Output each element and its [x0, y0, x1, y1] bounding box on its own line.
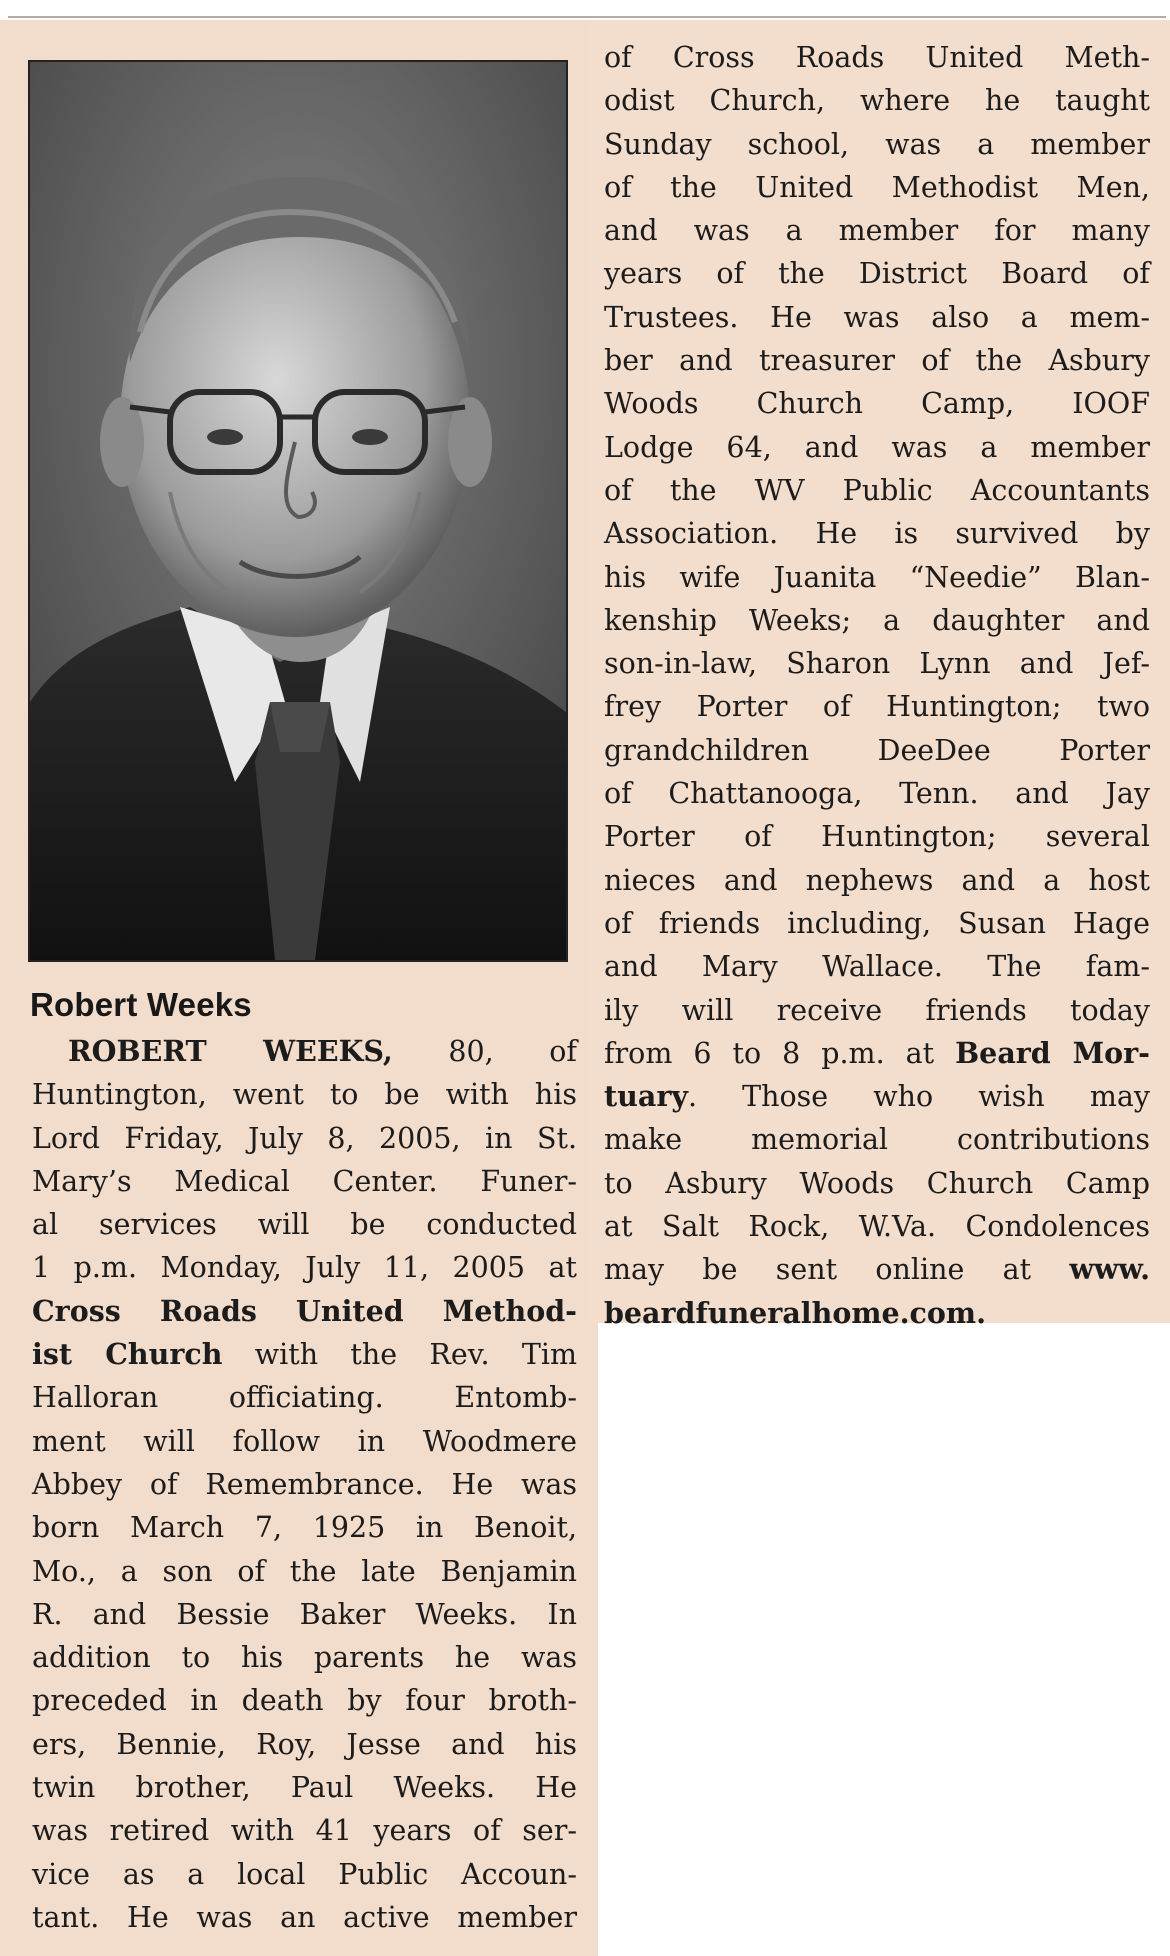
text-line: [604, 296, 1150, 339]
text-segment: preceded in death by four broth-: [32, 1684, 577, 1718]
text-line: [604, 859, 1150, 902]
text-segment: and Mary Wallace. The fam-: [604, 950, 1150, 984]
text-segment: Sunday school, was a member: [604, 127, 1150, 161]
text-segment: of the WV Public Accountants: [604, 473, 1150, 507]
text-segment: . Those who wish may: [687, 1080, 1150, 1114]
text-line: [604, 729, 1150, 772]
text-segment: Mo., a son of the late Benjamin: [32, 1554, 577, 1588]
text-line: [604, 1292, 1150, 1335]
bold-text-segment: Cross Roads United Method-: [32, 1293, 577, 1328]
bold-text-segment: Beard Mor-: [955, 1035, 1150, 1070]
text-segment: years of the District Board of: [604, 257, 1150, 291]
text-segment: of Cross Roads United Meth-: [604, 41, 1150, 74]
text-line: [604, 469, 1150, 512]
text-line: [604, 166, 1150, 209]
text-segment: of the United Methodist Men,: [604, 170, 1150, 204]
bold-text-segment: ist Church: [32, 1337, 223, 1372]
text-line: [32, 1766, 577, 1809]
text-line: [604, 1118, 1150, 1161]
text-segment: of Chattanooga, Tenn. and Jay: [604, 777, 1150, 811]
text-segment: al services will be conducted: [32, 1208, 577, 1242]
text-line: [32, 1160, 577, 1203]
text-segment: addition to his parents he was: [32, 1641, 577, 1675]
text-segment: Association. He is survived by: [604, 517, 1150, 551]
text-line: [604, 512, 1150, 555]
text-line: [604, 426, 1150, 469]
text-line: [32, 1679, 577, 1722]
text-line: [32, 1290, 577, 1333]
text-line: [604, 1248, 1150, 1291]
text-segment: nieces and nephews and a host: [604, 863, 1150, 897]
text-segment: Huntington, went to be with his: [32, 1078, 577, 1112]
text-line: [604, 642, 1150, 685]
text-segment: Halloran officiating. Entomb-: [32, 1381, 577, 1415]
text-segment: R. and Bessie Baker Weeks. In: [32, 1597, 577, 1631]
text-line: [604, 209, 1150, 252]
text-segment: born March 7, 1925 in Benoit,: [32, 1511, 577, 1545]
text-line: [32, 1723, 577, 1766]
text-segment: make memorial contributions: [604, 1123, 1150, 1157]
text-line: [32, 1376, 577, 1419]
text-segment: with the Rev. Tim: [222, 1338, 577, 1372]
text-segment: odist Church, where he taught: [604, 84, 1150, 118]
text-segment: ment will follow in Woodmere: [32, 1424, 577, 1458]
text-segment: tant. He was an active member: [32, 1900, 577, 1934]
text-segment: 1 p.m. Monday, July 11, 2005 at: [32, 1251, 577, 1285]
text-segment: Lodge 64, and was a member: [604, 430, 1150, 464]
text-segment: of friends including, Susan Hage: [604, 906, 1150, 940]
text-line: [32, 1896, 577, 1939]
text-line: [32, 1246, 577, 1289]
text-segment: to Asbury Woods Church Camp: [604, 1166, 1150, 1200]
text-segment: vice as a local Public Accoun-: [32, 1857, 577, 1891]
text-line: [604, 989, 1150, 1032]
text-segment: his wife Juanita “Needie” Blan-: [604, 560, 1150, 594]
portrait-photo: [28, 60, 568, 962]
text-line: [32, 1463, 577, 1506]
text-line: [604, 79, 1150, 122]
text-segment: ily will receive friends today: [604, 993, 1150, 1027]
text-segment: grandchildren DeeDee Porter: [604, 733, 1150, 767]
text-line: [32, 1117, 577, 1160]
text-line: [32, 1853, 577, 1896]
text-line: [604, 36, 1150, 79]
text-line: [604, 382, 1150, 425]
text-line: [32, 1030, 577, 1073]
text-segment: frey Porter of Huntington; two: [604, 690, 1150, 724]
text-segment: Porter of Huntington; several: [604, 820, 1150, 854]
bold-text-segment: www.: [1069, 1252, 1150, 1287]
text-line: [604, 1032, 1150, 1075]
text-segment: 80, of: [392, 1035, 577, 1068]
bold-text-segment: beardfuneralhome.com.: [604, 1295, 986, 1330]
text-segment: Woods Church Camp, IOOF: [604, 387, 1150, 421]
text-line: [604, 1162, 1150, 1205]
text-line: [604, 599, 1150, 642]
bold-text-segment: tuary: [604, 1079, 688, 1114]
text-line: [32, 1333, 577, 1376]
text-line: [604, 772, 1150, 815]
text-line: [32, 1550, 577, 1593]
text-segment: son-in-law, Sharon Lynn and Jef-: [604, 647, 1150, 681]
text-line: [604, 339, 1150, 382]
text-line: [32, 1506, 577, 1549]
text-line: [604, 123, 1150, 166]
text-line: [604, 1205, 1150, 1248]
text-line: [32, 1420, 577, 1463]
text-segment: may be sent online at: [604, 1253, 1070, 1287]
text-line: [604, 902, 1150, 945]
text-line: [32, 1636, 577, 1679]
text-segment: at Salt Rock, W.Va. Condolences: [604, 1210, 1150, 1244]
text-segment: was retired with 41 years of ser-: [32, 1814, 577, 1848]
text-segment: Mary’s Medical Center. Funer-: [32, 1164, 577, 1198]
text-segment: kenship Weeks; a daughter and: [604, 603, 1150, 637]
text-segment: twin brother, Paul Weeks. He: [32, 1771, 577, 1805]
bold-text-segment: ROBERT WEEKS,: [68, 1034, 393, 1068]
text-line: [604, 945, 1150, 988]
text-segment: ers, Bennie, Roy, Jesse and his: [32, 1727, 577, 1761]
text-segment: ber and treasurer of the Asbury: [604, 344, 1150, 378]
text-segment: and was a member for many: [604, 214, 1150, 248]
text-line: [32, 1073, 577, 1116]
text-segment: Lord Friday, July 8, 2005, in St.: [32, 1121, 577, 1155]
obituary-headline: Robert Weeks: [30, 986, 252, 1023]
clipping-top-edge: [8, 16, 1166, 18]
text-line: [604, 556, 1150, 599]
text-line: [604, 252, 1150, 295]
obituary-text-column-left: [32, 1030, 577, 1939]
text-segment: Abbey of Remembrance. He was: [32, 1467, 577, 1501]
text-line: [32, 1809, 577, 1852]
text-line: [32, 1593, 577, 1636]
text-line: [32, 1203, 577, 1246]
text-segment: Trustees. He was also a mem-: [604, 300, 1150, 334]
obituary-text-column-right: [604, 36, 1150, 1335]
text-line: [604, 1075, 1150, 1118]
portrait-photo-icon: [30, 62, 566, 960]
text-segment: from 6 to 8 p.m. at: [604, 1036, 956, 1070]
text-line: [604, 685, 1150, 728]
text-line: [604, 815, 1150, 858]
